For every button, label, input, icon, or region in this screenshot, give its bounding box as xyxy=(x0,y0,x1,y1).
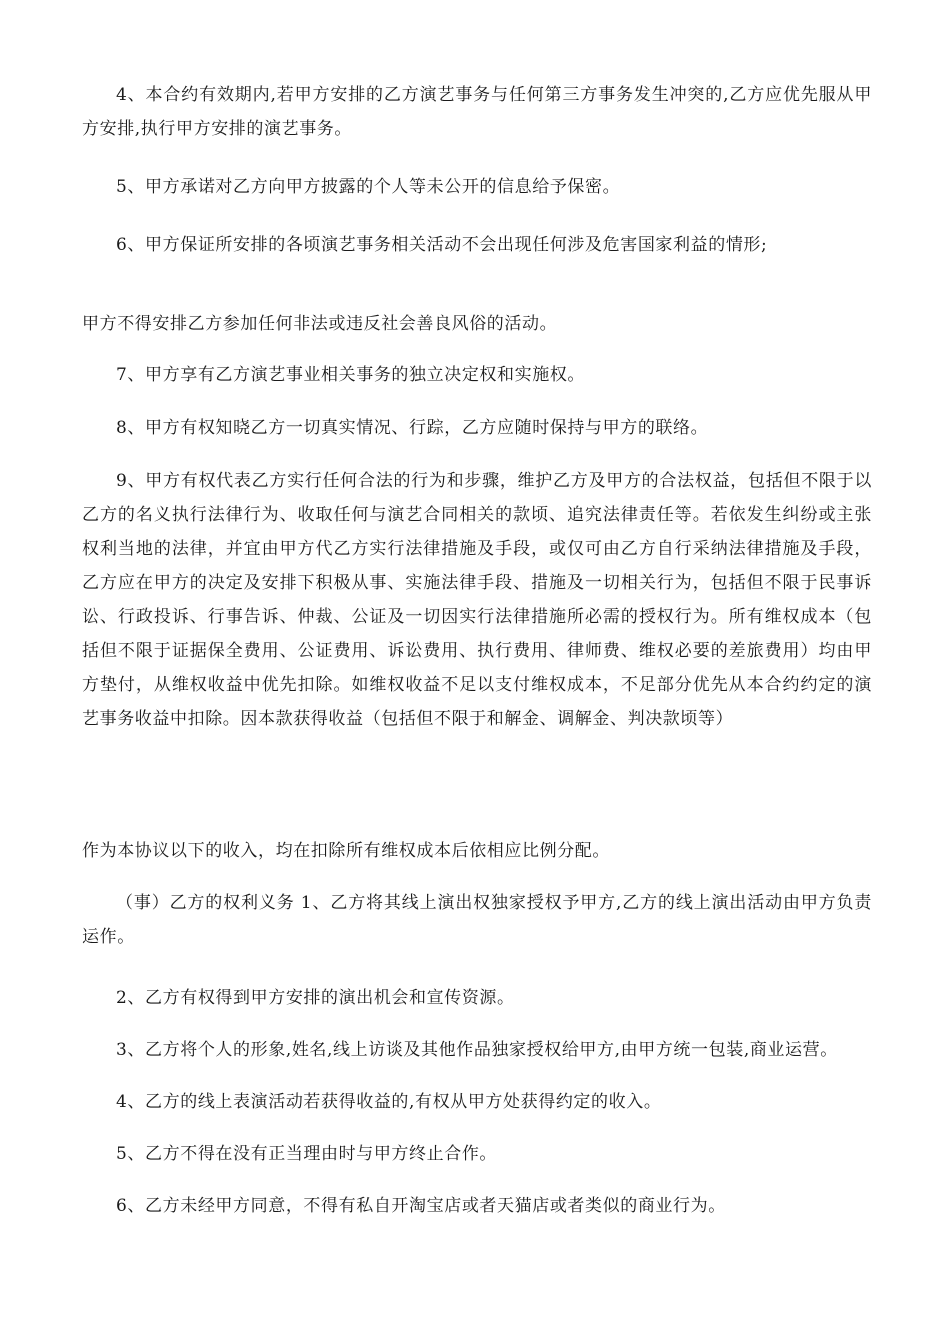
clause-continuation: 甲方不得安排乙方参加任何非法或违反社会善良风俗的活动。 xyxy=(82,314,558,334)
clause-paragraph: 4、本合约有效期内,若甲方安排的乙方演艺事务与任何第三方事务发生冲突的,乙方应优先服从甲方安排,执行甲方安排的演艺事务。 xyxy=(82,85,872,139)
clause-paragraph: 4、乙方的线上表演活动若获得收益的,有权从甲方处获得约定的收入。 xyxy=(116,1092,662,1112)
clause-paragraph: 2、乙方有权得到甲方安排的演出机会和宣传资源。 xyxy=(116,988,515,1008)
clause-paragraph: 8、甲方有权知晓乙方一切真实情况、行踪，乙方应随时保持与甲方的联络。 xyxy=(116,418,709,438)
clause-paragraph: 3、乙方将个人的形象,姓名,线上访谈及其他作品独家授权给甲方,由甲方统一包装,商业运营。 xyxy=(116,1040,838,1060)
clause-paragraph: 6、甲方保证所安排的各顷演艺事务相关活动不会出现任何涉及危害国家利益的情形; xyxy=(116,235,768,255)
clause-paragraph: 9、甲方有权代表乙方实行任何合法的行为和步骤，维护乙方及甲方的合法权益，包括但不限于以乙方的名义执行法律行为、收取任何与演艺合同相关的款顷、追究法律责任等。若依发生纠纷或主张权利当地的法律，并宜由甲方代乙方实行法律措施及手段，或仅可由乙方自行采纳法律措施及手段，乙方应在甲方的决定及安排下积极从事、实施法律手段、措施及一切相关行为，包括但不限于民事诉讼、行政投诉、行事告诉、仲裁、公证及一切因实行法律措施所必需的授权行为。所有维权成本（包括但不限于证据保全费用、公证费用、诉讼费用、执行费用、律师费、维权必要的差旅费用）均由甲方垫付，从维权收益中优先扣除。如维权收益不足以支付维权成本，不足部分优先从本合约约定的演艺事务收益中扣除。因本款获得收益（包括但不限于和解金、调解金、判决款顷等） xyxy=(82,471,872,729)
clause-paragraph: 7、甲方享有乙方演艺事业相关事务的独立决定权和实施权。 xyxy=(116,365,586,385)
clause-paragraph: 6、乙方未经甲方同意，不得有私自开淘宝店或者天猫店或者类似的商业行为。 xyxy=(116,1196,726,1216)
clause-paragraph: 5、乙方不得在没有正当理由时与甲方终止合作。 xyxy=(116,1144,498,1164)
section-heading-paragraph: （事）乙方的权利义务 1、乙方将其线上演出权独家授权予甲方,乙方的线上演出活动由甲方负责运作。 xyxy=(82,893,872,947)
clause-continuation: 作为本协议以下的收入，均在扣除所有维权成本后依相应比例分配。 xyxy=(82,841,610,861)
clause-paragraph: 5、甲方承诺对乙方向甲方披露的个人等未公开的信息给予保密。 xyxy=(116,177,621,197)
